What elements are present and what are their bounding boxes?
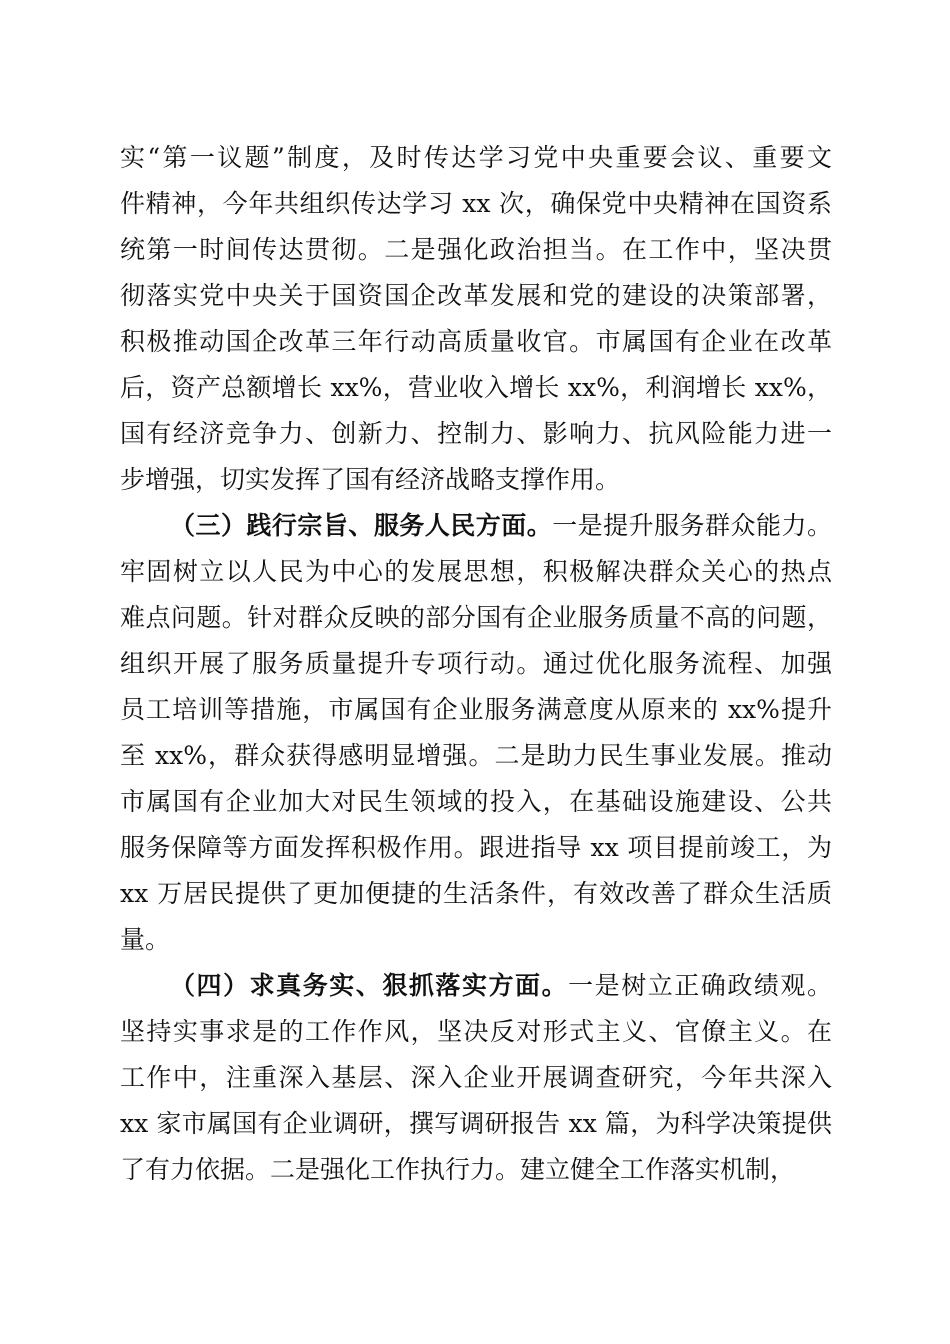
text-line: 难点问题。针对群众反映的部分国有企业服务质量不高的问题， <box>120 603 832 632</box>
text-line: 国有经济竞争力、创新力、控制力、影响力、抗风险能力进一 <box>120 419 832 448</box>
text-line: 统第一时间传达贯彻。二是强化政治担当。在工作中，坚决贯 <box>120 235 832 264</box>
text-line: 件精神，今年共组织传达学习 xx 次，确保党中央精神在国资系 <box>120 189 832 218</box>
heading-3-title: （三）践行宗旨、服务人民方面。 <box>170 511 553 540</box>
text-line: 彻落实党中央关于国资国企改革发展和党的建设的决策部署， <box>120 281 832 310</box>
text-line: 实“第一议题”制度，及时传达学习党中央重要会议、重要文 <box>120 143 832 172</box>
section-heading-4 <box>170 966 832 1006</box>
heading-3-rest: 一是提升服务群众能力。 <box>552 511 832 540</box>
text-line: 市属国有企业加大对民生领域的投入，在基础设施建设、公共 <box>120 787 832 816</box>
text-line: 组织开展了服务质量提升专项行动。通过优化服务流程、加强 <box>120 649 832 678</box>
text-line: 工作中，注重深入基层、深入企业开展调查研究，今年共深入 <box>120 1063 832 1092</box>
text-line: 后，资产总额增长 xx%，营业收入增长 xx%，利润增长 xx%， <box>120 373 832 402</box>
text-line: 步增强，切实发挥了国有经济战略支撑作用。 <box>120 465 621 494</box>
text-line: 了有力依据。二是强化工作执行力。建立健全工作落实机制， <box>120 1155 796 1184</box>
text-line: xx 万居民提供了更加便捷的生活条件，有效改善了群众生活质 <box>120 879 832 908</box>
text-line: 牢固树立以人民为中心的发展思想，积极解决群众关心的热点 <box>120 557 832 586</box>
heading-4-title: （四）求真务实、狠抓落实方面。 <box>170 971 569 1000</box>
section-heading-3 <box>170 506 832 546</box>
text-line: 积极推动国企改革三年行动高质量收官。市属国有企业在改革 <box>120 327 832 356</box>
text-line: 量。 <box>120 925 171 954</box>
text-line: 员工培训等措施，市属国有企业服务满意度从原来的 xx%提升 <box>120 695 832 724</box>
text-line: 服务保障等方面发挥积极作用。跟进指导 xx 项目提前竣工，为 <box>120 833 832 862</box>
text-line: xx 家市属国有企业调研，撰写调研报告 xx 篇，为科学决策提供 <box>120 1109 832 1138</box>
text-line: 至 xx%，群众获得感明显增强。二是助力民生事业发展。推动 <box>120 741 832 770</box>
heading-4-rest: 一是树立正确政绩观。 <box>568 971 832 1000</box>
text-line: 坚持实事求是的工作作风，坚决反对形式主义、官僚主义。在 <box>120 1017 832 1046</box>
